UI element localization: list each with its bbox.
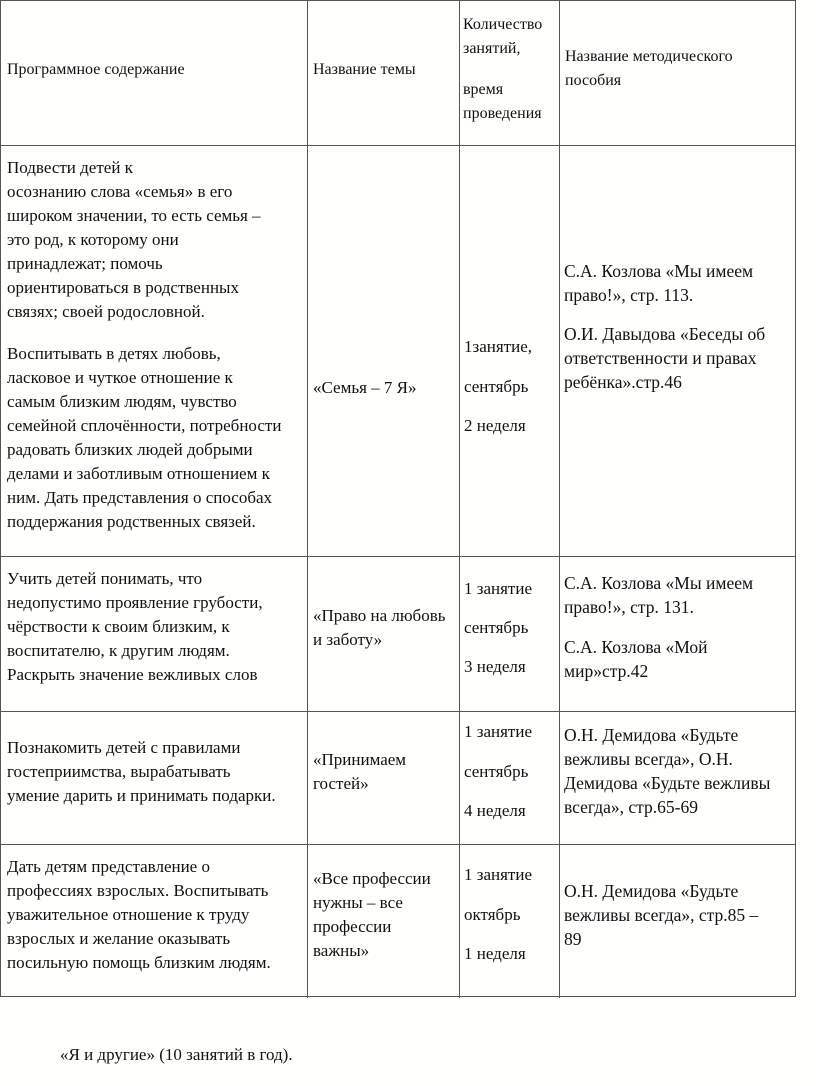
content-line: широком значении, то есть семья – <box>7 206 261 225</box>
manual-cell <box>560 712 795 844</box>
content-cell <box>1 557 308 711</box>
time-line: 1 занятие <box>464 722 532 741</box>
theme-line: важны» <box>313 941 370 960</box>
content-line: воспитателю, к другим людям. <box>7 641 230 660</box>
time-line: 2 неделя <box>464 416 526 435</box>
header-manual-line: Название методического <box>565 48 733 65</box>
header-cell-theme <box>308 1 460 145</box>
content-line: посильную помощь близким людям. <box>7 953 271 972</box>
theme-cell <box>308 146 460 556</box>
theme-line: «Право на любовь <box>313 606 446 625</box>
manual-line: ответственности и правах <box>564 348 757 368</box>
content-line: профессиях взрослых. Воспитывать <box>7 881 269 900</box>
header-time-line: проведения <box>463 105 542 122</box>
time-cell <box>460 845 560 998</box>
content-line: умение дарить и принимать подарки. <box>7 786 276 805</box>
table-row <box>1 146 795 557</box>
theme-line: нужны – все <box>313 893 403 912</box>
manual-line: право!», стр. 113. <box>564 285 694 305</box>
manual-line: право!», стр. 131. <box>564 597 694 617</box>
manual-line: вежливы всегда», О.Н. <box>564 749 733 769</box>
time-line: сентябрь <box>464 762 529 781</box>
time-cell <box>460 146 560 556</box>
header-cell-time <box>460 1 560 145</box>
manual-line: О.Н. Демидова «Будьте <box>564 881 739 901</box>
table-row <box>1 557 795 712</box>
manual-line: 89 <box>564 929 582 949</box>
content-line: Раскрыть значение вежливых слов <box>7 665 258 684</box>
time-cell <box>460 557 560 711</box>
content-line: чёрствости к своим близким, к <box>7 617 230 636</box>
table-row <box>1 712 795 845</box>
content-line: Познакомить детей с правилами <box>7 738 241 757</box>
theme-line: гостей» <box>313 774 369 793</box>
content-line: поддержания родственных связей. <box>7 512 256 531</box>
theme-line: и заботу» <box>313 630 383 649</box>
content-line: недопустимо проявление грубости, <box>7 593 263 612</box>
content-line: Учить детей понимать, что <box>7 569 203 588</box>
theme-line: «Семья – 7 Я» <box>313 378 417 397</box>
time-line: 1 неделя <box>464 944 526 963</box>
time-line: 1 занятие <box>464 865 532 884</box>
theme-cell <box>308 712 460 844</box>
content-line: Подвести детей к <box>7 158 133 177</box>
content-line: осознанию слова «семья» в его <box>7 182 233 201</box>
manual-cell <box>560 146 795 556</box>
theme-line: «Принимаем <box>313 750 407 769</box>
header-cell-content <box>1 1 308 145</box>
time-cell <box>460 712 560 844</box>
table-row <box>1 845 795 998</box>
content-cell <box>1 712 308 844</box>
section-caption: «Я и другие» (10 занятий в год). <box>60 1045 293 1064</box>
theme-cell <box>308 557 460 711</box>
manual-line: мир»стр.42 <box>564 661 649 681</box>
manual-line: О.Н. Демидова «Будьте <box>564 725 739 745</box>
manual-cell <box>560 845 795 998</box>
content-line: это род, к которому они <box>7 230 179 249</box>
content-line: ласковое и чуткое отношение к <box>7 368 233 387</box>
header-time-line: время <box>463 81 504 98</box>
manual-line: С.А. Козлова «Мой <box>564 637 708 657</box>
content-line: самым близким людям, чувство <box>7 392 237 411</box>
content-line: радовать близких людей добрыми <box>7 440 253 459</box>
time-line: 4 неделя <box>464 801 526 820</box>
header-time-line: занятий, <box>463 40 521 57</box>
content-line: ним. Дать представления о способах <box>7 488 273 507</box>
manual-line: Демидова «Будьте вежливы <box>564 773 771 793</box>
header-theme-label: Название темы <box>313 61 416 78</box>
manual-cell <box>560 557 795 711</box>
content-line: семейной сплочённости, потребности <box>7 416 282 435</box>
time-line: сентябрь <box>464 618 529 637</box>
content-line: Воспитывать в детях любовь, <box>7 344 221 363</box>
content-line: связях; своей родословной. <box>7 302 205 321</box>
header-cell-manual <box>560 1 795 145</box>
content-line: взрослых и желание оказывать <box>7 929 231 948</box>
manual-line: всегда», стр.65-69 <box>564 797 698 817</box>
theme-line: профессии <box>313 917 392 936</box>
header-manual-line: пособия <box>565 72 622 89</box>
content-line: Дать детям представление о <box>7 857 210 876</box>
header-content-label: Программное содержание <box>7 61 185 78</box>
time-line: сентябрь <box>464 377 529 396</box>
content-cell <box>1 146 308 556</box>
manual-line: С.А. Козлова «Мы имеем <box>564 261 754 281</box>
time-line: 1 занятие <box>464 579 532 598</box>
time-line: октябрь <box>464 905 521 924</box>
content-line: гостеприимства, вырабатывать <box>7 762 231 781</box>
time-line: 1занятие, <box>464 337 532 356</box>
theme-line: «Все профессии <box>313 869 431 888</box>
manual-line: ребёнка».стр.46 <box>564 372 682 392</box>
header-time-line: Количество <box>463 16 543 33</box>
manual-line: О.И. Давыдова «Беседы об <box>564 324 766 344</box>
theme-cell <box>308 845 460 998</box>
time-line: 3 неделя <box>464 657 526 676</box>
content-line: уважительное отношение к труду <box>7 905 250 924</box>
manual-line: вежливы всегда», стр.85 – <box>564 905 759 925</box>
manual-line: С.А. Козлова «Мы имеем <box>564 573 754 593</box>
content-line: ориентироваться в родственных <box>7 278 239 297</box>
table-header-row <box>1 1 795 146</box>
content-line: принадлежат; помочь <box>7 254 163 273</box>
content-cell <box>1 845 308 998</box>
content-line: делами и заботливым отношением к <box>7 464 270 483</box>
